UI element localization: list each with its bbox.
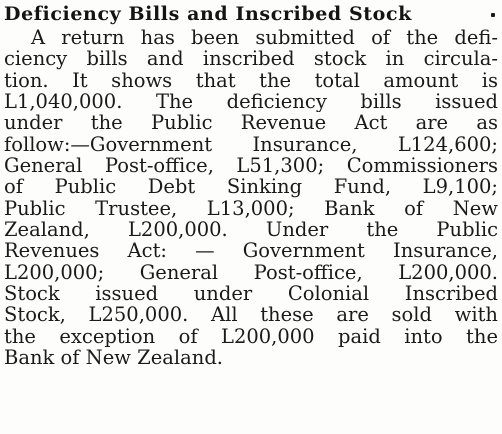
article-headline: Deficiency Bills and Inscribed Stock — [4, 3, 412, 25]
article-line: of Public Debt Sinking Fund, L9,100; — [4, 176, 498, 198]
article-line: Stock issued under Colonial Inscribed — [4, 283, 498, 305]
article-line: General Post-office, L51,300; Commissioners — [4, 155, 498, 177]
article-line: tion. It shows that the total amount is — [4, 69, 498, 92]
headline-period-mark — [491, 13, 495, 17]
article-line: under the Public Revenue Act are as — [4, 112, 498, 134]
article-line: A return has been submitted of the defi- — [31, 27, 498, 49]
article-line: the exception of L200,000 paid into the — [4, 325, 498, 348]
article-line: Public Trustee, L13,000; Bank of New — [4, 197, 498, 220]
article-line: Bank of New Zealand. — [4, 347, 223, 369]
article-line: L200,000; General Post-office, L200,000. — [4, 261, 498, 284]
article-body — [4, 27, 498, 369]
article-line: Zealand, L200,000. Under the Public — [4, 219, 498, 241]
article-line: Stock, L250,000. All these are sold with — [4, 304, 498, 326]
article-line: ciency bills and inscribed stock in circula- — [4, 48, 498, 70]
article-line: Revenues Act: — Government Insurance, — [4, 240, 498, 262]
article-line: L1,040,000. The deficiency bills issued — [4, 91, 498, 113]
article-line: follow:—Government Insurance, L124,600; — [4, 133, 498, 156]
